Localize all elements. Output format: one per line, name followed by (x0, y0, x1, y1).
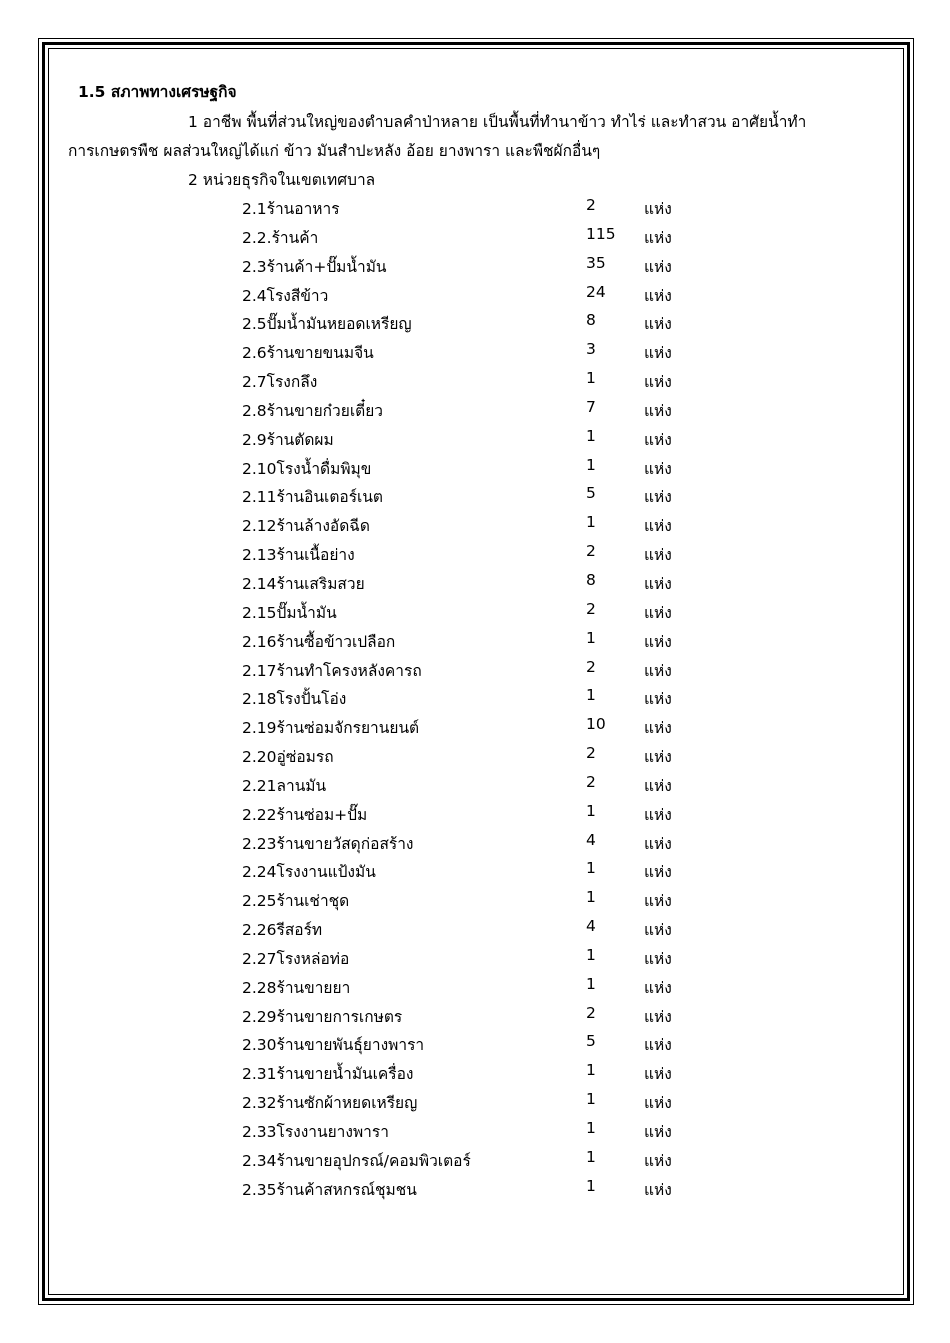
business-count: 7 (586, 397, 596, 416)
business-count: 1 (586, 945, 596, 964)
business-count: 1 (586, 513, 596, 532)
business-unit: แห่ง (644, 517, 672, 536)
list-item (0, 831, 950, 860)
business-unit: แห่ง (644, 286, 672, 305)
list-item (0, 456, 950, 485)
business-unit: แห่ง (644, 690, 672, 709)
business-name: 2.13ร้านเนื้อย่าง (242, 546, 355, 565)
business-unit: แห่ง (644, 949, 672, 968)
business-unit: แห่ง (644, 373, 672, 392)
business-unit: แห่ง (644, 863, 672, 882)
business-count: 1 (586, 455, 596, 474)
business-unit: แห่ง (644, 834, 672, 853)
business-count: 2 (586, 1003, 596, 1022)
business-name: 2.35ร้านค้าสหกรณ์ชุมชน (242, 1180, 417, 1199)
business-name: 2.7โรงกลึง (242, 373, 318, 392)
business-name: 2.31ร้านขายน้ำมันเครื่อง (242, 1065, 414, 1084)
business-list (0, 196, 950, 1206)
list-item (0, 658, 950, 687)
business-name: 2.12ร้านล้างอัดฉีด (242, 517, 370, 536)
business-unit: แห่ง (644, 892, 672, 911)
business-unit: แห่ง (644, 200, 672, 218)
business-name: 2.8ร้านขายก๋วยเตี๋ยว (242, 401, 383, 420)
business-name: 2.1ร้านอาหาร (242, 200, 340, 218)
business-count: 115 (586, 224, 616, 243)
business-unit: แห่ง (644, 921, 672, 940)
business-unit: แห่ง (644, 1065, 672, 1084)
business-name: 2.23ร้านขายวัสดุก่อสร้าง (242, 834, 414, 853)
business-count: 2 (586, 542, 596, 561)
list-item (0, 600, 950, 629)
list-item (0, 686, 950, 715)
business-count: 2 (586, 772, 596, 791)
business-name: 2.24โรงงานแป้งมัน (242, 863, 376, 882)
business-name: 2.25ร้านเช่าชุด (242, 892, 350, 911)
business-unit: แห่ง (644, 228, 672, 247)
business-name: 2.4โรงสีข้าว (242, 286, 329, 305)
business-unit: แห่ง (644, 1007, 672, 1026)
list-item (0, 802, 950, 831)
list-item (0, 1148, 950, 1177)
business-count: 24 (586, 282, 606, 301)
business-name: 2.14ร้านเสริมสวย (242, 574, 365, 593)
business-unit: แห่ง (644, 719, 672, 738)
list-item (0, 542, 950, 571)
business-name: 2.20อู่ซ่อมรถ (242, 748, 334, 767)
business-count: 2 (586, 599, 596, 618)
business-name: 2.26รีสอร์ท (242, 921, 323, 940)
list-item (0, 369, 950, 398)
list-item (0, 946, 950, 975)
business-count: 1 (586, 628, 596, 647)
business-name: 2.11ร้านอินเตอร์เนต (242, 488, 383, 507)
list-item (0, 196, 950, 225)
business-count: 1 (586, 859, 596, 878)
business-unit: แห่ง (644, 430, 672, 449)
list-item (0, 888, 950, 917)
list-item (0, 283, 950, 312)
business-count: 35 (586, 253, 606, 272)
business-unit: แห่ง (644, 978, 672, 997)
list-item (0, 859, 950, 888)
list-item (0, 571, 950, 600)
business-name: 2.19ร้านซ่อมจักรยานยนต์ (242, 719, 420, 738)
list-item (0, 513, 950, 542)
list-item (0, 773, 950, 802)
list-item (0, 1032, 950, 1061)
list-item (0, 1061, 950, 1090)
business-count: 1 (586, 1119, 596, 1137)
business-unit: แห่ง (644, 776, 672, 795)
list-item (0, 427, 950, 456)
business-name: 2.6ร้านขายขนมจีน (242, 344, 374, 363)
list-item (0, 484, 950, 513)
business-name: 2.34ร้านขายอุปกรณ์/คอมพิวเตอร์ (242, 1151, 471, 1170)
business-count: 1 (586, 888, 596, 907)
business-count: 8 (586, 311, 596, 330)
business-count: 1 (586, 686, 596, 705)
business-unit: แห่ง (644, 748, 672, 767)
business-unit: แห่ง (644, 661, 672, 680)
business-count: 1 (586, 801, 596, 820)
business-count: 2 (586, 657, 596, 676)
business-unit: แห่ง (644, 632, 672, 651)
business-name: 2.18โรงปั้นโอ่ง (242, 690, 347, 709)
list-item (0, 917, 950, 946)
list-item (0, 1004, 950, 1033)
business-unit: แห่ง (644, 1180, 672, 1199)
business-count: 1 (586, 1147, 596, 1166)
list-item (0, 1177, 950, 1206)
business-count: 3 (586, 340, 596, 359)
business-unit: แห่ง (644, 315, 672, 334)
business-name: 2.2.ร้านค้า (242, 228, 319, 247)
business-count: 2 (586, 744, 596, 763)
business-name: 2.5ปั๊มน้ำมันหยอดเหรียญ (242, 315, 412, 334)
business-name: 2.9ร้านตัดผม (242, 430, 334, 449)
business-count: 4 (586, 830, 596, 849)
business-count: 1 (586, 1061, 596, 1080)
business-unit: แห่ง (644, 603, 672, 622)
business-name: 2.27โรงหล่อท่อ (242, 949, 350, 968)
business-name: 2.3ร้านค้า+ปั๊มน้ำมัน (242, 257, 387, 276)
business-count: 8 (586, 570, 596, 589)
business-unit: แห่ง (644, 1123, 672, 1141)
business-unit: แห่ง (644, 1094, 672, 1113)
paragraph-line-2: การเกษตรพืช ผลส่วนใหญ่ได้แก่ ข้าว มันสำปะหลัง อ้อย ยางพารา และพืชผักอื่นๆ (68, 142, 601, 160)
business-unit: แห่ง (644, 401, 672, 420)
business-count: 2 (586, 196, 596, 214)
list-item (0, 1090, 950, 1119)
business-unit: แห่ง (644, 546, 672, 565)
business-name: 2.32ร้านซักผ้าหยดเหรียญ (242, 1094, 418, 1113)
business-name: 2.29ร้านขายการเกษตร (242, 1007, 403, 1026)
business-name: 2.28ร้านขายยา (242, 978, 351, 997)
business-name: 2.15ปั๊มน้ำมัน (242, 603, 337, 622)
business-count: 1 (586, 1176, 596, 1195)
list-item (0, 398, 950, 427)
business-unit: แห่ง (644, 257, 672, 276)
business-name: 2.16ร้านซื้อข้าวเปลือก (242, 632, 396, 651)
list-item (0, 311, 950, 340)
business-unit: แห่ง (644, 1151, 672, 1170)
business-unit: แห่ง (644, 488, 672, 507)
business-unit: แห่ง (644, 459, 672, 478)
list-item (0, 254, 950, 283)
business-count: 10 (586, 715, 606, 734)
list-item (0, 744, 950, 773)
list-item (0, 225, 950, 254)
business-count: 1 (586, 974, 596, 993)
list-item (0, 629, 950, 658)
business-count: 5 (586, 484, 596, 503)
subheading: 2 หน่วยธุรกิจในเขตเทศบาล (188, 171, 376, 189)
business-unit: แห่ง (644, 805, 672, 824)
business-name: 2.21ลานมัน (242, 776, 327, 795)
paragraph-line-1: 1 อาชีพ พื้นที่ส่วนใหญ่ของตำบลคำป่าหลาย เป็นพื้นที่ทำนาข้าว ทำไร่ และทำสวน อาศัยน้ำทำ (188, 113, 807, 131)
business-unit: แห่ง (644, 344, 672, 363)
business-unit: แห่ง (644, 1036, 672, 1055)
business-name: 2.22ร้านซ่อม+ปั๊ม (242, 805, 368, 824)
business-count: 1 (586, 426, 596, 445)
business-count: 4 (586, 917, 596, 936)
business-name: 2.17ร้านทำโครงหลังคารถ (242, 661, 422, 680)
list-item (0, 975, 950, 1004)
list-item (0, 1119, 950, 1148)
list-item (0, 715, 950, 744)
business-count: 5 (586, 1032, 596, 1051)
business-name: 2.30ร้านขายพันธุ์ยางพารา (242, 1036, 425, 1055)
business-name: 2.10โรงน้ำดื่มพิมุข (242, 459, 372, 478)
business-unit: แห่ง (644, 574, 672, 593)
list-item (0, 340, 950, 369)
business-count: 1 (586, 369, 596, 388)
business-name: 2.33โรงงานยางพารา (242, 1123, 389, 1141)
section-title: 1.5 สภาพทางเศรษฐกิจ (78, 83, 237, 101)
business-count: 1 (586, 1090, 596, 1109)
